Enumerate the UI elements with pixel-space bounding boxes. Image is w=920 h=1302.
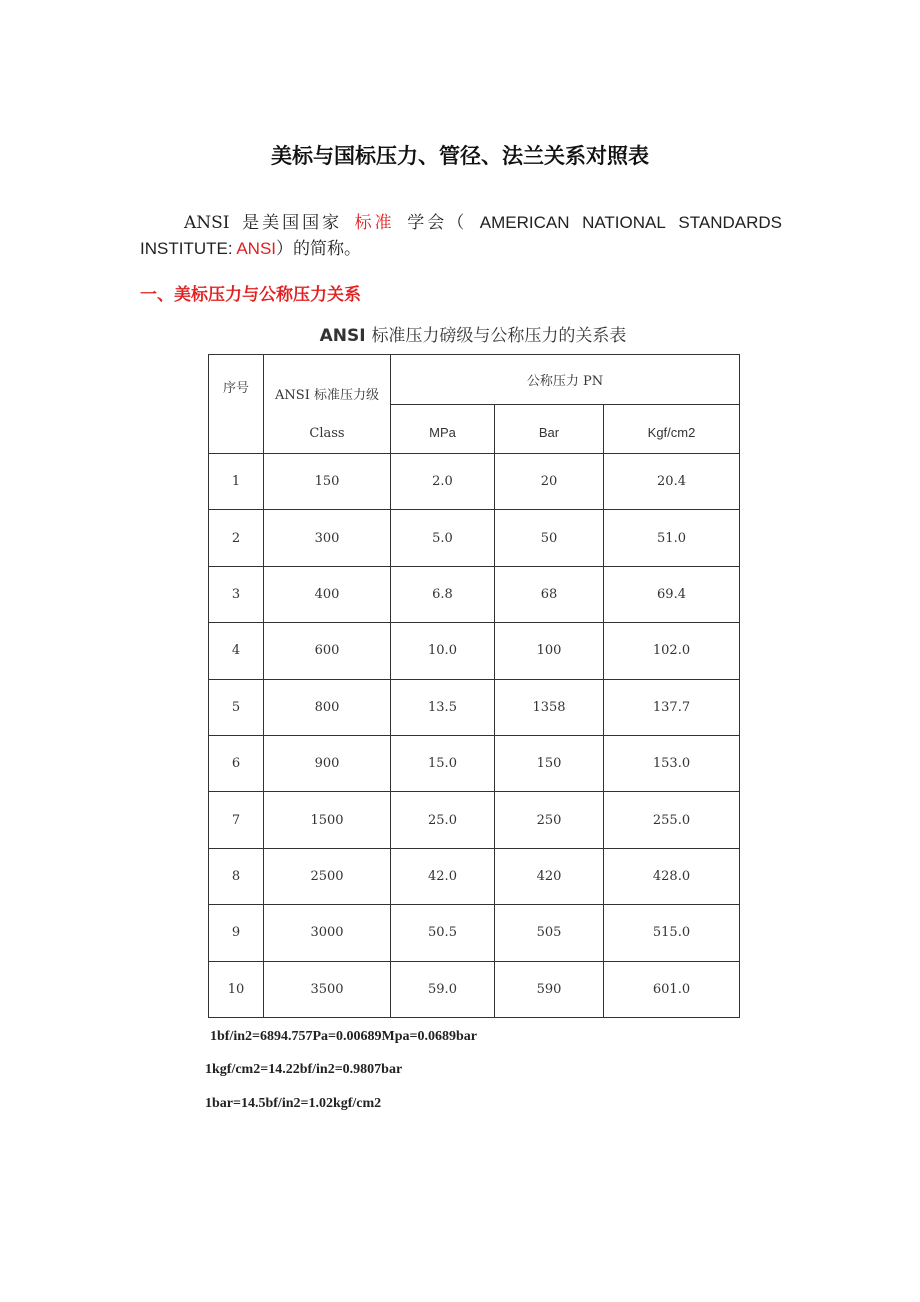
cell-kgf: 601.0	[604, 961, 740, 1017]
cell-kgf: 428.0	[604, 848, 740, 904]
cell-bar: 68	[495, 566, 604, 622]
cell-bar: 50	[495, 510, 604, 566]
cell-mpa: 2.0	[391, 454, 495, 510]
header-class-sub: Class	[309, 426, 345, 441]
cell-kgf: 69.4	[604, 566, 740, 622]
table-row	[209, 792, 740, 848]
table-body	[209, 454, 740, 1018]
cell-bar: 100	[495, 623, 604, 679]
cell-kgf: 153.0	[604, 735, 740, 791]
cell-mpa: 10.0	[391, 623, 495, 679]
pressure-table	[208, 354, 740, 1018]
table-title-rest: 标准压力磅级与公称压力的关系表	[371, 326, 627, 346]
cell-class: 150	[264, 454, 391, 510]
cell-kgf: 515.0	[604, 905, 740, 961]
table-row	[209, 566, 740, 622]
cell-mpa: 50.5	[391, 905, 495, 961]
cell-mpa: 5.0	[391, 510, 495, 566]
formula-3: 1bar=14.5bf/in2=1.02kgf/cm2	[205, 1096, 382, 1111]
intro-org-word-3: STANDARDS	[678, 213, 782, 232]
table-row	[209, 454, 740, 510]
pressure-table-grid	[208, 354, 740, 1018]
intro-line2-abbrev: ANSI	[236, 239, 277, 258]
cell-class: 3000	[264, 905, 391, 961]
cell-kgf: 255.0	[604, 792, 740, 848]
intro-is: 是美国国家	[242, 213, 343, 233]
header-bar: Bar	[495, 404, 604, 454]
intro-org-word-1: AMERICAN	[479, 213, 570, 232]
header-class	[264, 355, 391, 454]
cell-mpa: 25.0	[391, 792, 495, 848]
table-title-prefix: ANSI	[319, 326, 366, 346]
cell-index: 9	[209, 905, 264, 961]
header-pn: 公称压力 PN	[391, 355, 740, 405]
cell-class: 900	[264, 735, 391, 791]
cell-index: 3	[209, 566, 264, 622]
header-mpa: MPa	[391, 404, 495, 454]
cell-class: 400	[264, 566, 391, 622]
cell-class: 800	[264, 679, 391, 735]
intro-org-word-2: NATIONAL	[582, 213, 666, 232]
cell-mpa: 6.8	[391, 566, 495, 622]
cell-bar: 20	[495, 454, 604, 510]
cell-index: 7	[209, 792, 264, 848]
document-title: 美标与国标压力、管径、法兰关系对照表	[271, 144, 649, 168]
cell-mpa: 59.0	[391, 961, 495, 1017]
table-row	[209, 679, 740, 735]
table-row	[209, 848, 740, 904]
cell-class: 3500	[264, 961, 391, 1017]
cell-index: 4	[209, 623, 264, 679]
cell-kgf: 137.7	[604, 679, 740, 735]
intro-ansi: ANSI	[184, 213, 230, 233]
formula-1: 1bf/in2=6894.757Pa=0.00689Mpa=0.0689bar	[210, 1029, 477, 1044]
table-row	[209, 623, 740, 679]
table-header-row	[209, 355, 740, 405]
intro-standard: 标准	[354, 213, 395, 233]
cell-class: 300	[264, 510, 391, 566]
intro-line2-prefix: INSTITUTE:	[140, 239, 237, 258]
cell-mpa: 15.0	[391, 735, 495, 791]
cell-bar: 420	[495, 848, 604, 904]
intro-line-2	[140, 236, 782, 262]
intro-paragraph	[140, 210, 782, 262]
cell-class: 600	[264, 623, 391, 679]
cell-bar: 250	[495, 792, 604, 848]
cell-kgf: 20.4	[604, 454, 740, 510]
cell-index: 5	[209, 679, 264, 735]
intro-line-1	[140, 210, 782, 236]
cell-mpa: 42.0	[391, 848, 495, 904]
cell-index: 2	[209, 510, 264, 566]
cell-index: 10	[209, 961, 264, 1017]
table-title	[208, 321, 738, 346]
cell-index: 6	[209, 735, 264, 791]
cell-bar: 150	[495, 735, 604, 791]
header-kgf: Kgf/cm2	[604, 404, 740, 454]
header-index: 序号	[209, 355, 264, 454]
section-heading: 一、美标压力与公称压力关系	[140, 285, 361, 305]
table-row	[209, 735, 740, 791]
intro-society: 学会（	[407, 213, 468, 233]
cell-index: 8	[209, 848, 264, 904]
table-row	[209, 510, 740, 566]
table-row	[209, 961, 740, 1017]
cell-bar: 590	[495, 961, 604, 1017]
cell-kgf: 51.0	[604, 510, 740, 566]
cell-index: 1	[209, 454, 264, 510]
header-class-label: ANSI 标准压力级	[275, 388, 379, 403]
formula-2: 1kgf/cm2=14.22bf/in2=0.9807bar	[205, 1062, 403, 1077]
cell-kgf: 102.0	[604, 623, 740, 679]
intro-line2-suffix: ）的简称。	[276, 239, 362, 259]
cell-mpa: 13.5	[391, 679, 495, 735]
cell-bar: 1358	[495, 679, 604, 735]
table-row	[209, 905, 740, 961]
cell-class: 2500	[264, 848, 391, 904]
cell-bar: 505	[495, 905, 604, 961]
cell-class: 1500	[264, 792, 391, 848]
